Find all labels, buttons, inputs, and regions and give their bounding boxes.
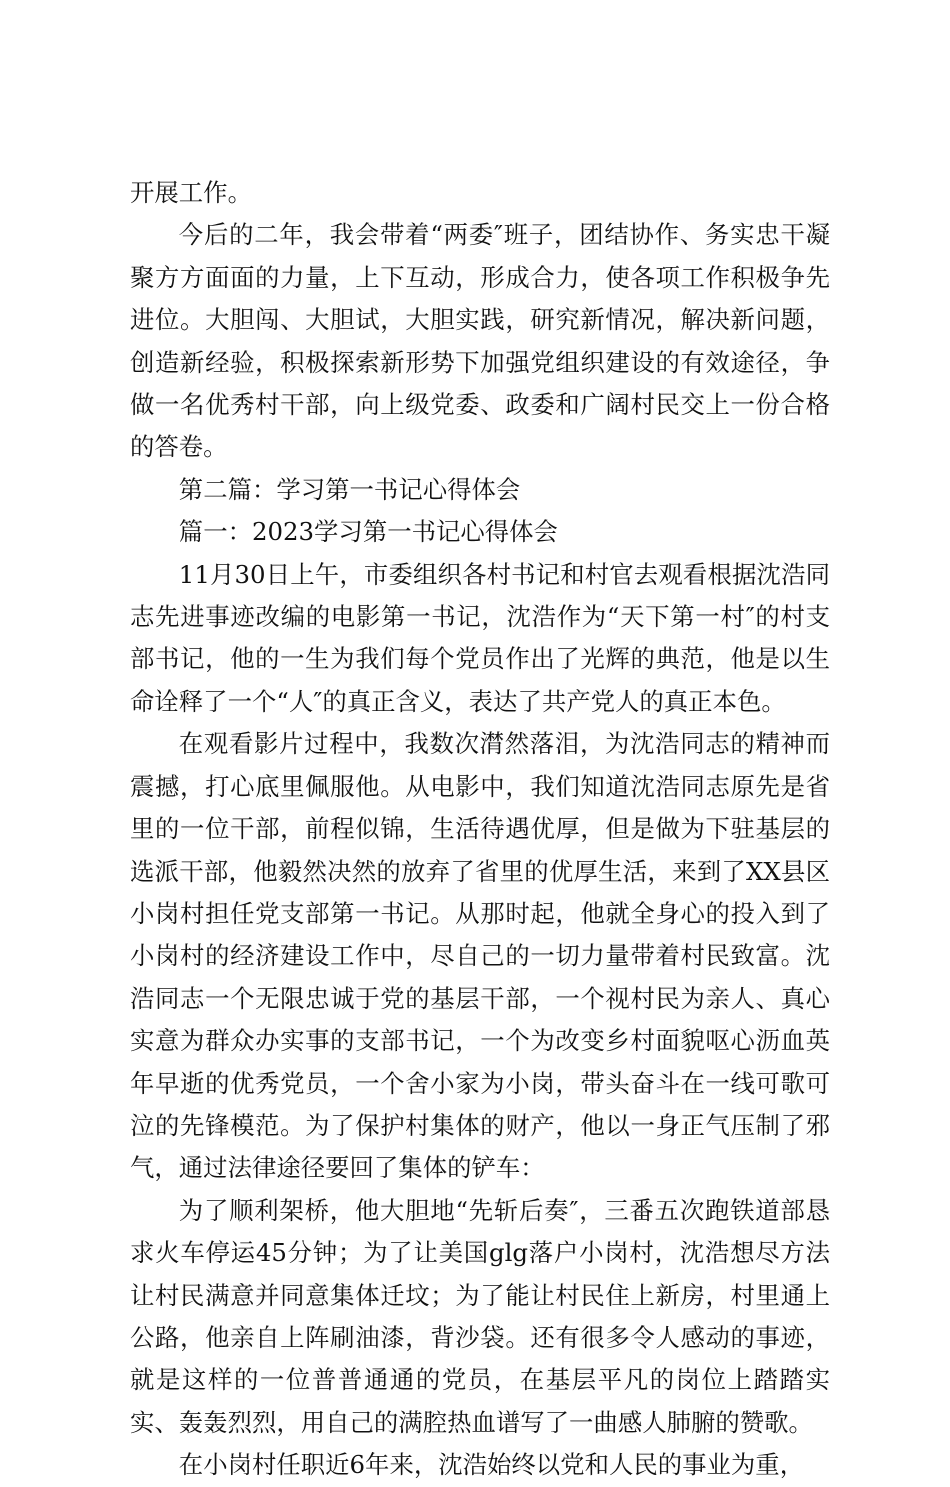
paragraph-future-plan: 今后的二年，我会带着“两委″班子，团结协作、务实忠干凝聚方方面面的力量，上下互动，形成合力，使各项工作积极争先进位。大胆闯、大胆试，大胆实践，研究新情况，解决新问题，创造新经验，积极探索新形势下加强党组织建设的有效途径，争做一名优秀村干部，向上级党委、政委和广阔村民交上一份合格的答卷。 — [130, 220, 830, 462]
paragraph-six-years: 在小岗村任职近6年来，沈浩始终以党和人民的事业为重， — [178, 1450, 805, 1480]
paragraph-deeds: 为了顺利架桥，他大胆地“先斩后奏″，三番五次跑铁道部恳求火车停运45分钟；为了让美国glg落户小岗村，沈浩想尽方法让村民满意并同意集体迁坟；为了能让村民住上新房，村里通上公路，他亲自上阵刷油漆，背沙袋。还有很多令人感动的事迹，就是这样的一位普普通通的党员，在基层平凡的岗位上踏踏实实、轰轰烈烈，用自己的满腔热血谱写了一曲感人肺腑的赞歌。 — [130, 1195, 830, 1437]
paragraph-watching-film: 在观看影片过程中，我数次潸然落泪，为沈浩同志的精神而震撼，打心底里佩服他。从电影中，我们知道沈浩同志原先是省里的一位干部，前程似锦，生活待遇优厚，但是做为下驻基层的选派干部，他毅然决然的放弃了省里的优厚生活，来到了XX县区小岗村担任党支部第一书记。从那时起，他就全身心的投入到了小岗村的经济建设工作中，尽自己的一切力量带着村民致富。沈浩同志一个无限忠诚于党的基层干部，一个视村民为亲人、真心实意为群众办实事的支部书记，一个为改变乡村面貌呕心沥血英年早逝的优秀党员，一个舍小家为小岗，带头奋斗在一线可歌可泣的先锋模范。为了保护村集体的财产，他以一身正气压制了邪气，通过法律途径要回了集体的铲车： — [130, 729, 830, 1183]
section-heading-second: 第二篇：学习第一书记心得体会 — [178, 474, 521, 504]
paragraph-movie-intro: 11月30日上午，市委组织各村书记和村官去观看根据沈浩同志先进事迹改编的电影第一书记，沈浩作为“天下第一村″的村支部书记，他的一生为我们每个党员作出了光辉的典范，他是以生命诠释了一个“人″的真正含义，表达了共产党人的真正本色。 — [130, 559, 830, 716]
paragraph-continuation: 开展工作。 — [130, 178, 252, 207]
document-body — [130, 172, 830, 1487]
section-heading-first-article: 篇一：2023学习第一书记心得体会 — [178, 517, 558, 547]
